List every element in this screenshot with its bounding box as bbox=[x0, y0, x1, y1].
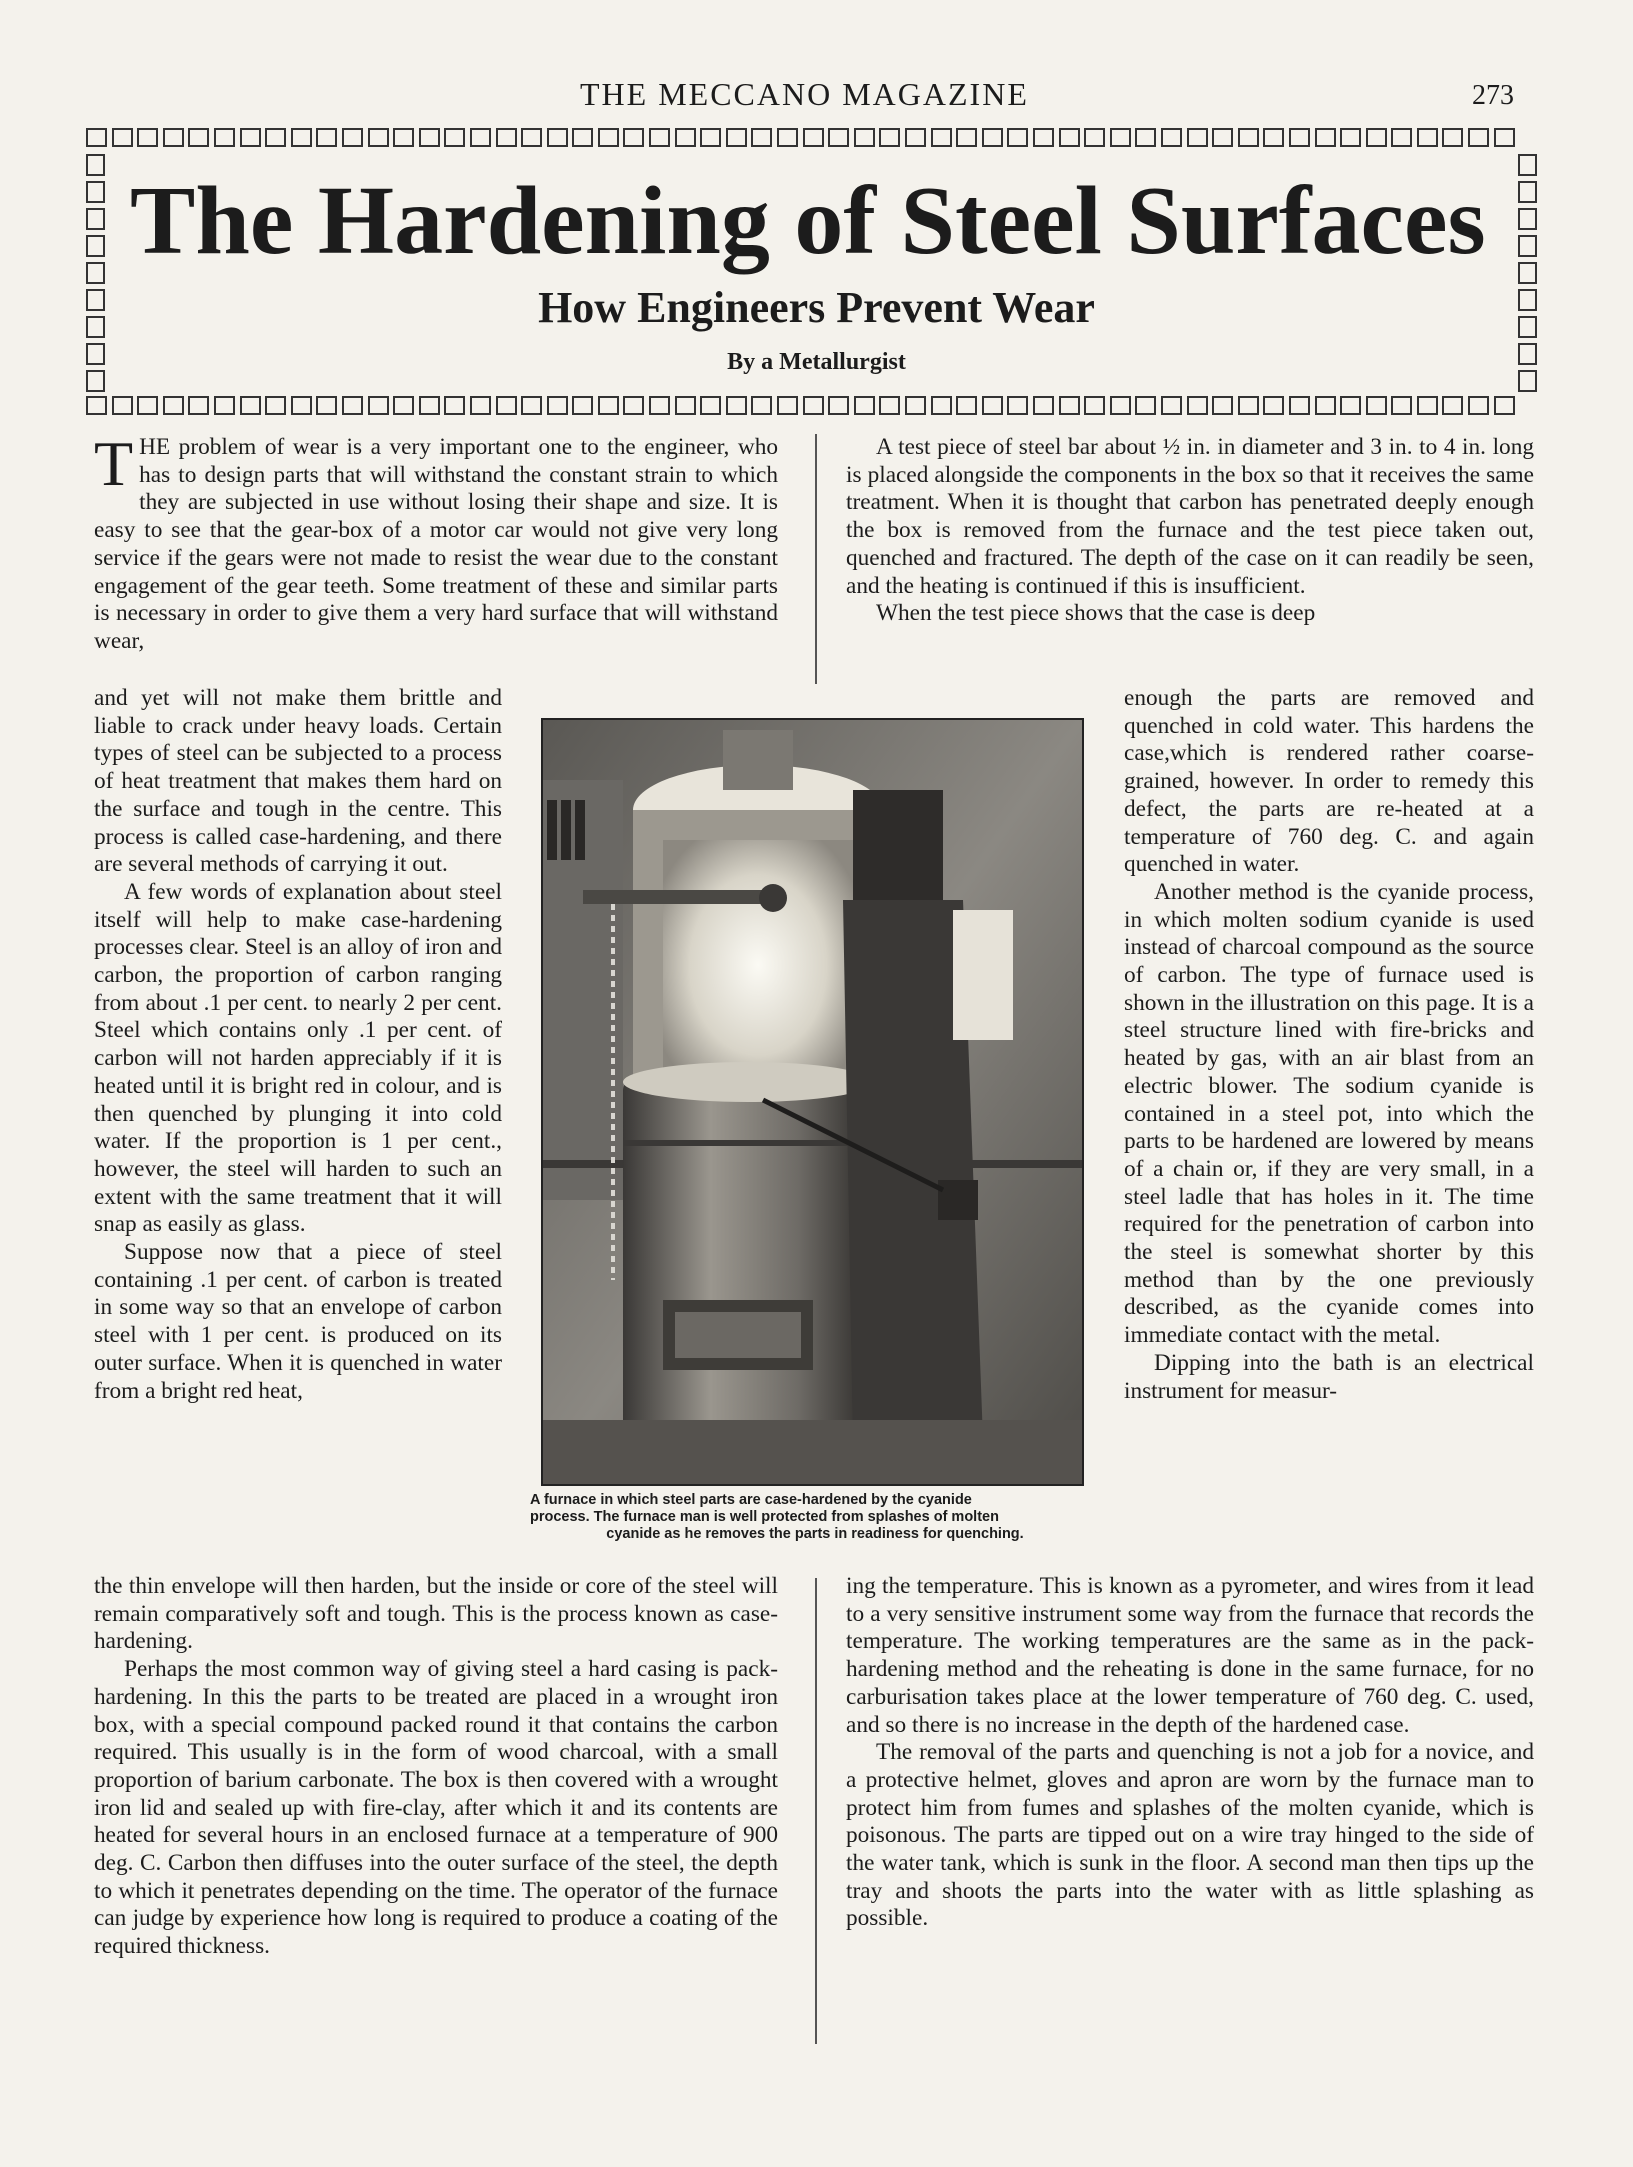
border-square bbox=[700, 128, 721, 147]
border-square bbox=[86, 235, 105, 257]
column-divider-bottom bbox=[815, 1578, 817, 2044]
border-square bbox=[1084, 128, 1105, 147]
border-square bbox=[649, 396, 670, 415]
border-square bbox=[1340, 396, 1361, 415]
figure bbox=[530, 718, 1100, 1488]
border-square bbox=[1033, 396, 1054, 415]
border-square bbox=[86, 128, 107, 147]
border-square bbox=[751, 396, 772, 415]
border-square bbox=[982, 396, 1003, 415]
left-column-narrow bbox=[94, 685, 502, 1405]
border-square bbox=[1135, 128, 1156, 147]
border-square bbox=[598, 396, 619, 415]
border-square bbox=[905, 128, 926, 147]
article-title: The Hardening of Steel Surfaces bbox=[130, 167, 1486, 275]
border-square bbox=[1007, 396, 1028, 415]
paragraph-intro-text: HE problem of wear is a very important one to the engineer, who has to design parts that will withstand the constant strain to which they are subjected in use without losing their shape and size. It is easy to see that the gear-box of a motor car would not give very long service if the gears were not made to resist the wear due to the constant engagement of the gear teeth. Some treatment of these and similar parts is necessary in order to give them a very hard surface that will withstand wear, bbox=[94, 434, 778, 654]
border-square bbox=[1518, 208, 1537, 230]
border-square bbox=[86, 208, 105, 230]
border-square bbox=[726, 128, 747, 147]
border-square bbox=[803, 128, 824, 147]
drop-cap: T bbox=[94, 428, 134, 499]
border-square bbox=[342, 396, 363, 415]
border-square bbox=[1007, 128, 1028, 147]
border-square bbox=[1494, 128, 1515, 147]
figure-caption bbox=[530, 1492, 1100, 1543]
border-square bbox=[1417, 128, 1438, 147]
border-square bbox=[393, 128, 414, 147]
border-square bbox=[1366, 128, 1387, 147]
border-square bbox=[1366, 396, 1387, 415]
border-square bbox=[854, 396, 875, 415]
border-square bbox=[675, 396, 696, 415]
border-square bbox=[240, 396, 261, 415]
border-square bbox=[1161, 128, 1182, 147]
border-square bbox=[86, 396, 107, 415]
border-square bbox=[470, 396, 491, 415]
border-square bbox=[1518, 262, 1537, 284]
paragraph-envelope: Suppose now that a piece of steel containing .1 per cent. of carbon is treated in some way so that an envelope of carbon steel with 1 per cent. is produced on its outer surface. When it is quenched in water from a bright red heat, bbox=[94, 1239, 502, 1404]
border-square bbox=[828, 396, 849, 415]
paragraph-pyrometer-continued: ing the temperature. This is known as a pyrometer, and wires from it lead to a very sensitive instrument some way from the furnace that records the temperature. The working temperatures are the same as in the pack-hardening method and the reheating is done in the same furnace, for no carburisation takes place at the lower temperature of 760 deg. C. used, and so there is no increase in the depth of the hardened case. bbox=[846, 1573, 1534, 1738]
border-square bbox=[214, 128, 235, 147]
border-square bbox=[777, 396, 798, 415]
border-square bbox=[1187, 396, 1208, 415]
border-square bbox=[419, 128, 440, 147]
border-square bbox=[265, 128, 286, 147]
border-square bbox=[419, 396, 440, 415]
border-square bbox=[137, 128, 158, 147]
border-square bbox=[1315, 128, 1336, 147]
border-square bbox=[956, 128, 977, 147]
border-square bbox=[86, 262, 105, 284]
border-square bbox=[291, 396, 312, 415]
border-square bbox=[1289, 128, 1310, 147]
border-square bbox=[803, 396, 824, 415]
border-square bbox=[86, 154, 105, 176]
paragraph-removal: The removal of the parts and quenching is not a job for a novice, and a protective helmet, gloves and apron are worn by the furnace man to protect him from fumes and splashes of the molten cyanide, which is poisonous. The parts are tipped out on a wire tray hinged to the side of the water tank, which is sunk in the floor. A second man then tips up the tray and shoots the parts into the water with as little splashing as possible. bbox=[846, 1739, 1534, 1932]
border-square bbox=[777, 128, 798, 147]
border-square bbox=[368, 396, 389, 415]
border-square bbox=[265, 396, 286, 415]
border-square bbox=[879, 396, 900, 415]
border-square bbox=[1442, 128, 1463, 147]
paragraph-case-deep-continued: enough the parts are removed and quenched in cold water. This hardens the case,which is rendered rather coarse-grained, however. In order to remedy this defect, the parts are re-heated at a temperature of 760 deg. C. and again quenched in water. bbox=[1124, 685, 1534, 878]
paragraph-intro bbox=[94, 428, 778, 656]
article-subtitle: How Engineers Prevent Wear bbox=[538, 283, 1095, 332]
border-square bbox=[444, 128, 465, 147]
title-border-bottom bbox=[86, 396, 1519, 418]
border-square bbox=[240, 128, 261, 147]
right-column-narrow bbox=[1124, 685, 1534, 1405]
border-square bbox=[931, 396, 952, 415]
border-square bbox=[86, 181, 105, 203]
border-square bbox=[496, 128, 517, 147]
border-square bbox=[1518, 235, 1537, 257]
border-square bbox=[982, 128, 1003, 147]
border-square bbox=[470, 128, 491, 147]
border-square bbox=[521, 128, 542, 147]
border-square bbox=[1084, 396, 1105, 415]
border-square bbox=[316, 396, 337, 415]
border-square bbox=[675, 128, 696, 147]
border-square bbox=[1059, 396, 1080, 415]
article-byline: By a Metallurgist bbox=[727, 349, 906, 375]
border-square bbox=[112, 396, 133, 415]
border-square bbox=[1494, 396, 1515, 415]
border-square bbox=[188, 396, 209, 415]
border-square bbox=[112, 128, 133, 147]
border-square bbox=[1391, 396, 1412, 415]
border-square bbox=[496, 396, 517, 415]
border-square bbox=[1289, 396, 1310, 415]
border-square bbox=[1238, 128, 1259, 147]
border-square bbox=[598, 128, 619, 147]
paragraph-cyanide-process: Another method is the cyanide process, in which molten sodium cyanide is used instead of charcoal compound as the source of carbon. The type of furnace used is shown in the illustration on this page. It is a steel structure lined with fire-bricks and heated by gas, with an air blast from an electric blower. The sodium cyanide is contained in a steel pot, into which the parts to be hardened are lowered by means of a chain or, if they are very small, in a steel ladle that has holes in it. The time required for the penetration of carbon into the steel is somewhat shorter by this method than by the one previously described, as the cyanide comes into immediate contact with the metal. bbox=[1124, 878, 1534, 1349]
furnace-photograph bbox=[541, 718, 1084, 1486]
paragraph-pyrometer: Dipping into the bath is an electrical instrument for measur- bbox=[1124, 1349, 1534, 1404]
border-square bbox=[931, 128, 952, 147]
border-square bbox=[1238, 396, 1259, 415]
page-number: 273 bbox=[1472, 80, 1514, 111]
border-square bbox=[547, 128, 568, 147]
border-square bbox=[521, 396, 542, 415]
caption-line: cyanide as he removes the parts in readiness for quenching. bbox=[606, 1526, 1024, 1542]
border-square bbox=[649, 128, 670, 147]
border-square bbox=[188, 128, 209, 147]
border-square bbox=[163, 128, 184, 147]
border-square bbox=[854, 128, 875, 147]
left-column-bottom bbox=[94, 1573, 778, 1961]
border-square bbox=[623, 396, 644, 415]
border-square bbox=[623, 128, 644, 147]
border-square bbox=[1391, 128, 1412, 147]
border-square bbox=[1212, 128, 1233, 147]
border-square bbox=[547, 396, 568, 415]
border-square bbox=[905, 396, 926, 415]
paragraph-case-deep: When the test piece shows that the case is deep bbox=[876, 600, 1316, 627]
border-square bbox=[316, 128, 337, 147]
border-square bbox=[1187, 128, 1208, 147]
magazine-title: THE MECCANO MAGAZINE bbox=[580, 76, 1029, 112]
border-square bbox=[1315, 396, 1336, 415]
caption-line: A furnace in which steel parts are case-hardened by the cyanide bbox=[530, 1492, 972, 1508]
border-square bbox=[572, 128, 593, 147]
border-square bbox=[572, 396, 593, 415]
border-square bbox=[1468, 128, 1489, 147]
border-square bbox=[393, 396, 414, 415]
border-square bbox=[828, 128, 849, 147]
border-square bbox=[1263, 128, 1284, 147]
border-square bbox=[368, 128, 389, 147]
border-square bbox=[1033, 128, 1054, 147]
border-square bbox=[1417, 396, 1438, 415]
border-square bbox=[1442, 396, 1463, 415]
paragraph-envelope-continued: the thin envelope will then harden, but the inside or core of the steel will remain comparatively soft and tough. This is the process known as case-hardening. bbox=[94, 1573, 778, 1655]
column-divider-top bbox=[815, 434, 817, 684]
border-square bbox=[291, 128, 312, 147]
border-square bbox=[214, 396, 235, 415]
running-head bbox=[0, 76, 1633, 116]
border-square bbox=[163, 396, 184, 415]
border-square bbox=[1110, 128, 1131, 147]
border-square bbox=[1518, 154, 1537, 176]
paragraph-steel-explained: A few words of explanation about steel itself will help to make case-hardening processes clear. Steel is an alloy of iron and carbon, the proportion of carbon ranging from about .1 per cent. to nearly 2 per cent. Steel which contains only .1 per cent. of carbon will not harden appreciably if it is heated until it is bright red in colour, and is then quenched by plunging it into cold water. If the proportion is 1 per cent., however, the steel will harden to such an extent with the same treatment that it will snap as easily as glass. bbox=[94, 878, 502, 1238]
border-square bbox=[444, 396, 465, 415]
border-square bbox=[1135, 396, 1156, 415]
border-square bbox=[956, 396, 977, 415]
paragraph-intro-continued: and yet will not make them brittle and liable to crack under heavy loads. Certain types of steel can be subjected to a process of heat treatment that makes them hard on the surface and tough in the centre. This process is called case-hardening, and there are several methods of carrying it out. bbox=[94, 685, 502, 878]
border-square bbox=[726, 396, 747, 415]
right-column-top bbox=[846, 434, 1534, 628]
border-square bbox=[1263, 396, 1284, 415]
border-square bbox=[1110, 396, 1131, 415]
border-square bbox=[1340, 128, 1361, 147]
border-square bbox=[700, 396, 721, 415]
paragraph-test-piece: A test piece of steel bar about ½ in. in diameter and 3 in. to 4 in. long is placed alongside the components in the box so that it receives the same treatment. When it is thought that carbon has penetrated deeply enough the box is removed from the furnace and the test piece taken out, quenched and fractured. The depth of the case on it can readily be seen, and the heating is continued if this is insufficient. bbox=[846, 434, 1534, 599]
right-column-bottom bbox=[846, 1573, 1534, 1933]
border-square bbox=[1212, 396, 1233, 415]
border-square bbox=[342, 128, 363, 147]
border-square bbox=[1059, 128, 1080, 147]
border-square bbox=[1518, 181, 1537, 203]
paragraph-pack-hardening: Perhaps the most common way of giving steel a hard casing is pack-hardening. In this the parts to be treated are placed in a wrought iron box, with a special compound packed round it that contains the carbon required. This usually is in the form of wood charcoal, with a small proportion of barium carbonate. The box is then covered with a wrought iron lid and sealed up with fire-clay, after which it and its contents are heated for several hours in an enclosed furnace at a temperature of 900 deg. C. Carbon then diffuses into the outer surface of the steel, the depth to which it penetrates depending on the time. The operator of the furnace can judge by experience how long is required to produce a coating of the required thickness. bbox=[94, 1656, 778, 1960]
border-square bbox=[1468, 396, 1489, 415]
caption-line: process. The furnace man is well protected from splashes of molten bbox=[530, 1509, 999, 1525]
border-square bbox=[137, 396, 158, 415]
border-square bbox=[879, 128, 900, 147]
border-square bbox=[751, 128, 772, 147]
border-square bbox=[1161, 396, 1182, 415]
title-border-top bbox=[86, 128, 1519, 150]
left-column-top bbox=[94, 428, 778, 656]
